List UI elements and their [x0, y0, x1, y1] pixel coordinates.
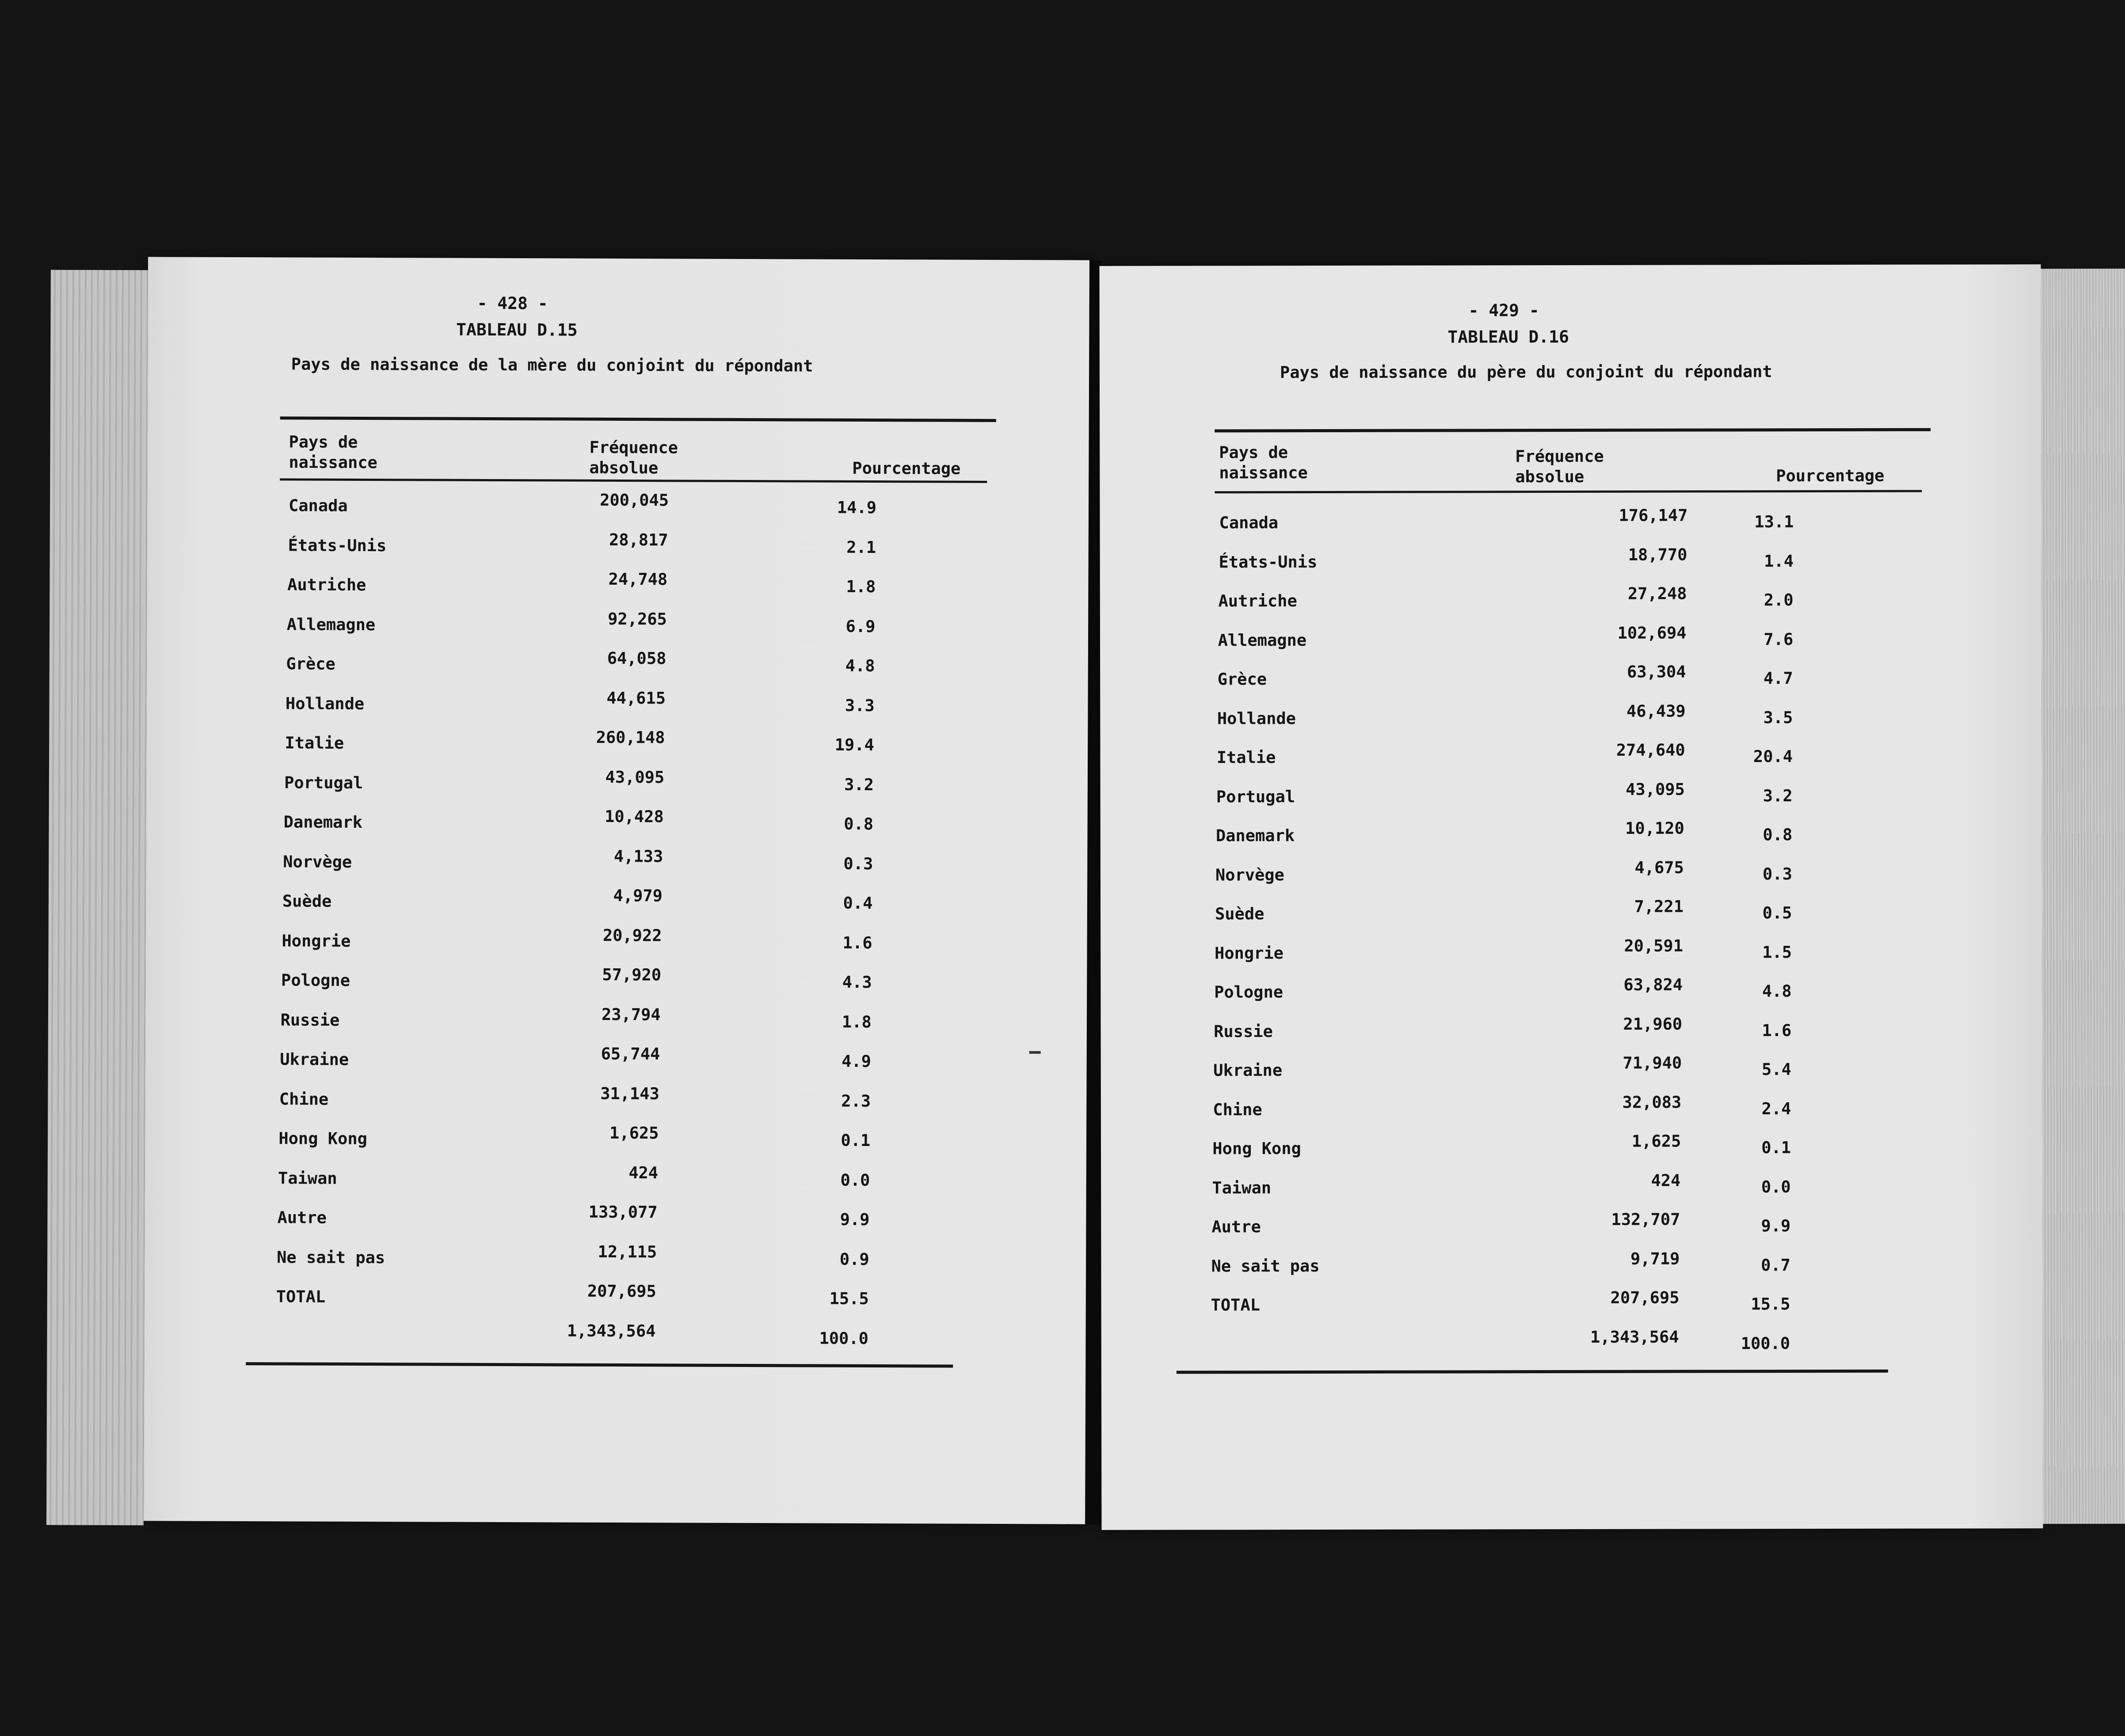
row-percent: 0.7 — [1761, 1255, 1791, 1275]
row-percent: 20.4 — [1753, 747, 1793, 766]
header-frequency-line2: absolue — [589, 458, 659, 478]
row-country: TOTAL — [1211, 1295, 1261, 1315]
row-frequency: 46,439 — [1626, 701, 1686, 721]
row-percent: 2.3 — [841, 1091, 871, 1111]
row-country: Portugal — [1216, 787, 1295, 806]
row-country: Pologne — [1214, 982, 1283, 1002]
row-frequency: 176,147 — [1619, 506, 1688, 525]
row-frequency: 9,719 — [1630, 1249, 1680, 1268]
row-country: Ne sait pas — [1211, 1256, 1320, 1275]
table-title: Pays de naissance du père du conjoint du répondant — [1280, 362, 1772, 382]
row-frequency: 71,940 — [1622, 1053, 1682, 1073]
row-frequency: 27,248 — [1627, 584, 1687, 603]
row-country: Danemark — [283, 812, 363, 832]
row-percent: 1.4 — [1764, 551, 1794, 571]
row-country: Grèce — [286, 654, 335, 674]
row-country: Pologne — [281, 971, 350, 990]
header-country-line1: Pays de — [1219, 443, 1288, 462]
row-country: Hong Kong — [278, 1129, 367, 1149]
row-country: Ne sait pas — [277, 1247, 385, 1267]
row-percent: 0.1 — [1761, 1138, 1791, 1157]
table-title: Pays de naissance de la mère du conjoint du répondant — [291, 354, 813, 376]
row-percent: 19.4 — [834, 735, 874, 755]
header-frequency-line1: Fréquence — [589, 438, 678, 457]
row-country: TOTAL — [276, 1287, 326, 1306]
row-country: Russie — [1214, 1021, 1273, 1041]
row-country: Ukraine — [1213, 1061, 1283, 1080]
row-country: États-Unis — [1219, 552, 1318, 571]
row-percent: 4.8 — [1762, 982, 1792, 1001]
row-country: Grèce — [1217, 670, 1267, 689]
row-frequency: 424 — [628, 1163, 659, 1182]
row-frequency: 132,707 — [1611, 1210, 1680, 1229]
row-country: Suède — [1215, 904, 1264, 924]
row-percent: 4.7 — [1763, 669, 1793, 688]
header-country-line1: Pays de — [289, 432, 358, 452]
row-percent: 1.6 — [842, 933, 872, 952]
header-frequency — [589, 438, 678, 479]
row-percent: 0.3 — [1763, 864, 1792, 883]
row-percent: 0.0 — [1761, 1177, 1791, 1196]
row-country: Autre — [277, 1208, 327, 1227]
row-percent: 2.4 — [1761, 1099, 1791, 1118]
row-percent: 3.2 — [844, 775, 874, 794]
row-percent: 0.3 — [843, 854, 873, 873]
row-frequency: 207,695 — [1610, 1288, 1679, 1307]
row-frequency: 1,343,564 — [567, 1321, 656, 1340]
row-country: Russie — [280, 1010, 340, 1030]
row-country: Hollande — [1217, 708, 1296, 728]
row-country: Allemagne — [1218, 630, 1307, 650]
header-frequency — [1515, 446, 1604, 487]
row-percent: 1.5 — [1762, 942, 1792, 962]
row-frequency: 63,824 — [1623, 975, 1683, 994]
row-percent: 0.8 — [844, 814, 874, 834]
row-percent: 1.8 — [846, 577, 876, 597]
row-country: Taiwan — [1212, 1178, 1272, 1197]
row-frequency: 1,343,564 — [1590, 1327, 1679, 1347]
row-frequency: 4,133 — [613, 846, 663, 866]
row-percent: 0.0 — [840, 1170, 870, 1190]
row-country: Hong Kong — [1212, 1139, 1301, 1158]
row-country: Canada — [288, 496, 348, 515]
header-bottom-rule — [1215, 490, 1922, 494]
row-percent: 1.8 — [842, 1012, 872, 1032]
row-frequency: 43,095 — [1626, 780, 1685, 799]
row-frequency: 64,058 — [607, 648, 666, 668]
row-frequency: 31,143 — [600, 1084, 659, 1103]
header-country-line2: naissance — [289, 453, 377, 472]
row-percent: 0.9 — [839, 1249, 869, 1269]
row-frequency: 424 — [1651, 1171, 1681, 1190]
table-id: TABLEAU D.16 — [1447, 327, 1569, 347]
row-frequency: 10,120 — [1625, 819, 1684, 838]
row-frequency: 23,794 — [601, 1005, 661, 1024]
row-country: Autriche — [287, 575, 366, 595]
row-country: Autriche — [1218, 591, 1297, 611]
row-frequency: 10,428 — [605, 807, 664, 826]
row-country: Italie — [285, 733, 344, 753]
row-frequency: 32,083 — [1622, 1093, 1682, 1112]
row-percent: 4.9 — [842, 1051, 872, 1071]
row-country: États-Unis — [288, 535, 387, 555]
row-percent: 0.5 — [1762, 903, 1792, 923]
page-number: - 429 - — [1468, 301, 1539, 320]
right-page — [1100, 264, 2043, 1530]
row-percent: 100.0 — [1740, 1333, 1790, 1353]
row-frequency: 20,591 — [1624, 936, 1683, 956]
row-frequency: 24,748 — [608, 569, 668, 589]
row-country: Hongrie — [282, 931, 351, 951]
row-percent: 2.1 — [846, 537, 876, 557]
row-country: Italie — [1216, 748, 1276, 767]
row-frequency: 1,625 — [1631, 1131, 1681, 1151]
row-country: Danemark — [1215, 826, 1295, 845]
row-frequency: 207,695 — [587, 1281, 656, 1301]
row-percent: 15.5 — [1751, 1294, 1790, 1314]
page-number: - 428 - — [477, 293, 548, 313]
row-percent: 0.8 — [1763, 825, 1793, 845]
row-frequency: 44,615 — [606, 688, 666, 708]
table-top-rule — [1215, 428, 1931, 433]
row-country: Chine — [1213, 1100, 1262, 1119]
row-percent: 9.9 — [1761, 1216, 1791, 1236]
row-frequency: 43,095 — [605, 767, 665, 787]
left-page-stack-edge — [46, 270, 148, 1526]
row-frequency: 274,640 — [1616, 740, 1685, 760]
row-percent: 3.3 — [845, 696, 875, 715]
row-percent: 14.9 — [837, 498, 877, 518]
row-frequency: 92,265 — [608, 609, 667, 628]
header-percent: Pourcentage — [852, 458, 961, 478]
row-frequency: 57,920 — [602, 965, 662, 985]
header-country-line2: naissance — [1219, 463, 1308, 483]
row-percent: 4.3 — [842, 972, 872, 992]
row-country: Canada — [1219, 513, 1279, 533]
row-percent: 3.2 — [1763, 786, 1793, 805]
table-top-rule — [280, 416, 996, 422]
table-id: TABLEAU D.15 — [456, 320, 578, 340]
header-frequency-line1: Fréquence — [1515, 446, 1604, 466]
row-frequency: 4,675 — [1634, 858, 1684, 877]
row-percent: 9.9 — [840, 1210, 870, 1230]
row-percent: 5.4 — [1762, 1060, 1792, 1079]
row-frequency: 63,304 — [1627, 662, 1686, 681]
row-percent: 4.8 — [845, 656, 875, 676]
row-frequency: 133,077 — [588, 1202, 658, 1222]
header-country — [1219, 442, 1308, 483]
row-frequency: 21,960 — [1623, 1014, 1683, 1034]
row-country: Hongrie — [1215, 943, 1284, 963]
row-country: Norvège — [1215, 865, 1284, 884]
row-frequency: 20,922 — [602, 925, 662, 945]
row-frequency: 12,115 — [598, 1242, 657, 1261]
row-percent: 2.0 — [1763, 590, 1794, 610]
row-country: Chine — [279, 1089, 329, 1109]
row-country: Autre — [1211, 1217, 1261, 1237]
table-bottom-rule — [246, 1362, 953, 1368]
row-country: Suède — [282, 891, 332, 911]
header-frequency-line2: absolue — [1515, 467, 1584, 487]
row-frequency: 4,979 — [613, 886, 663, 906]
row-percent: 13.1 — [1754, 512, 1794, 532]
margin-mark — [1029, 1051, 1041, 1054]
row-country: Portugal — [284, 773, 363, 792]
row-country: Taiwan — [278, 1168, 337, 1188]
row-percent: 1.6 — [1762, 1020, 1792, 1040]
left-page — [144, 257, 1089, 1524]
right-page-stack-edge — [2041, 269, 2125, 1524]
row-country: Allemagne — [286, 614, 376, 634]
row-frequency: 18,770 — [1628, 545, 1687, 564]
row-frequency: 1,625 — [609, 1123, 659, 1143]
row-percent: 3.5 — [1763, 708, 1793, 727]
table-bottom-rule — [1177, 1370, 1888, 1374]
row-frequency: 28,817 — [609, 530, 668, 549]
row-frequency: 102,694 — [1617, 623, 1687, 643]
row-country: Norvège — [283, 852, 352, 872]
row-percent: 0.4 — [843, 893, 873, 913]
row-percent: 15.5 — [829, 1289, 869, 1308]
row-percent: 6.9 — [845, 617, 876, 636]
row-percent: 0.1 — [841, 1131, 871, 1150]
row-country: Ukraine — [280, 1050, 349, 1069]
row-country: Hollande — [285, 693, 365, 713]
header-percent: Pourcentage — [1776, 466, 1885, 486]
row-percent: 100.0 — [819, 1329, 868, 1348]
row-frequency: 260,148 — [596, 727, 665, 747]
row-frequency: 65,744 — [601, 1044, 660, 1064]
header-country — [289, 432, 377, 473]
header-bottom-rule — [280, 478, 987, 483]
row-percent: 7.6 — [1763, 629, 1794, 649]
row-frequency: 7,221 — [1634, 897, 1684, 916]
row-frequency: 200,045 — [600, 490, 669, 510]
